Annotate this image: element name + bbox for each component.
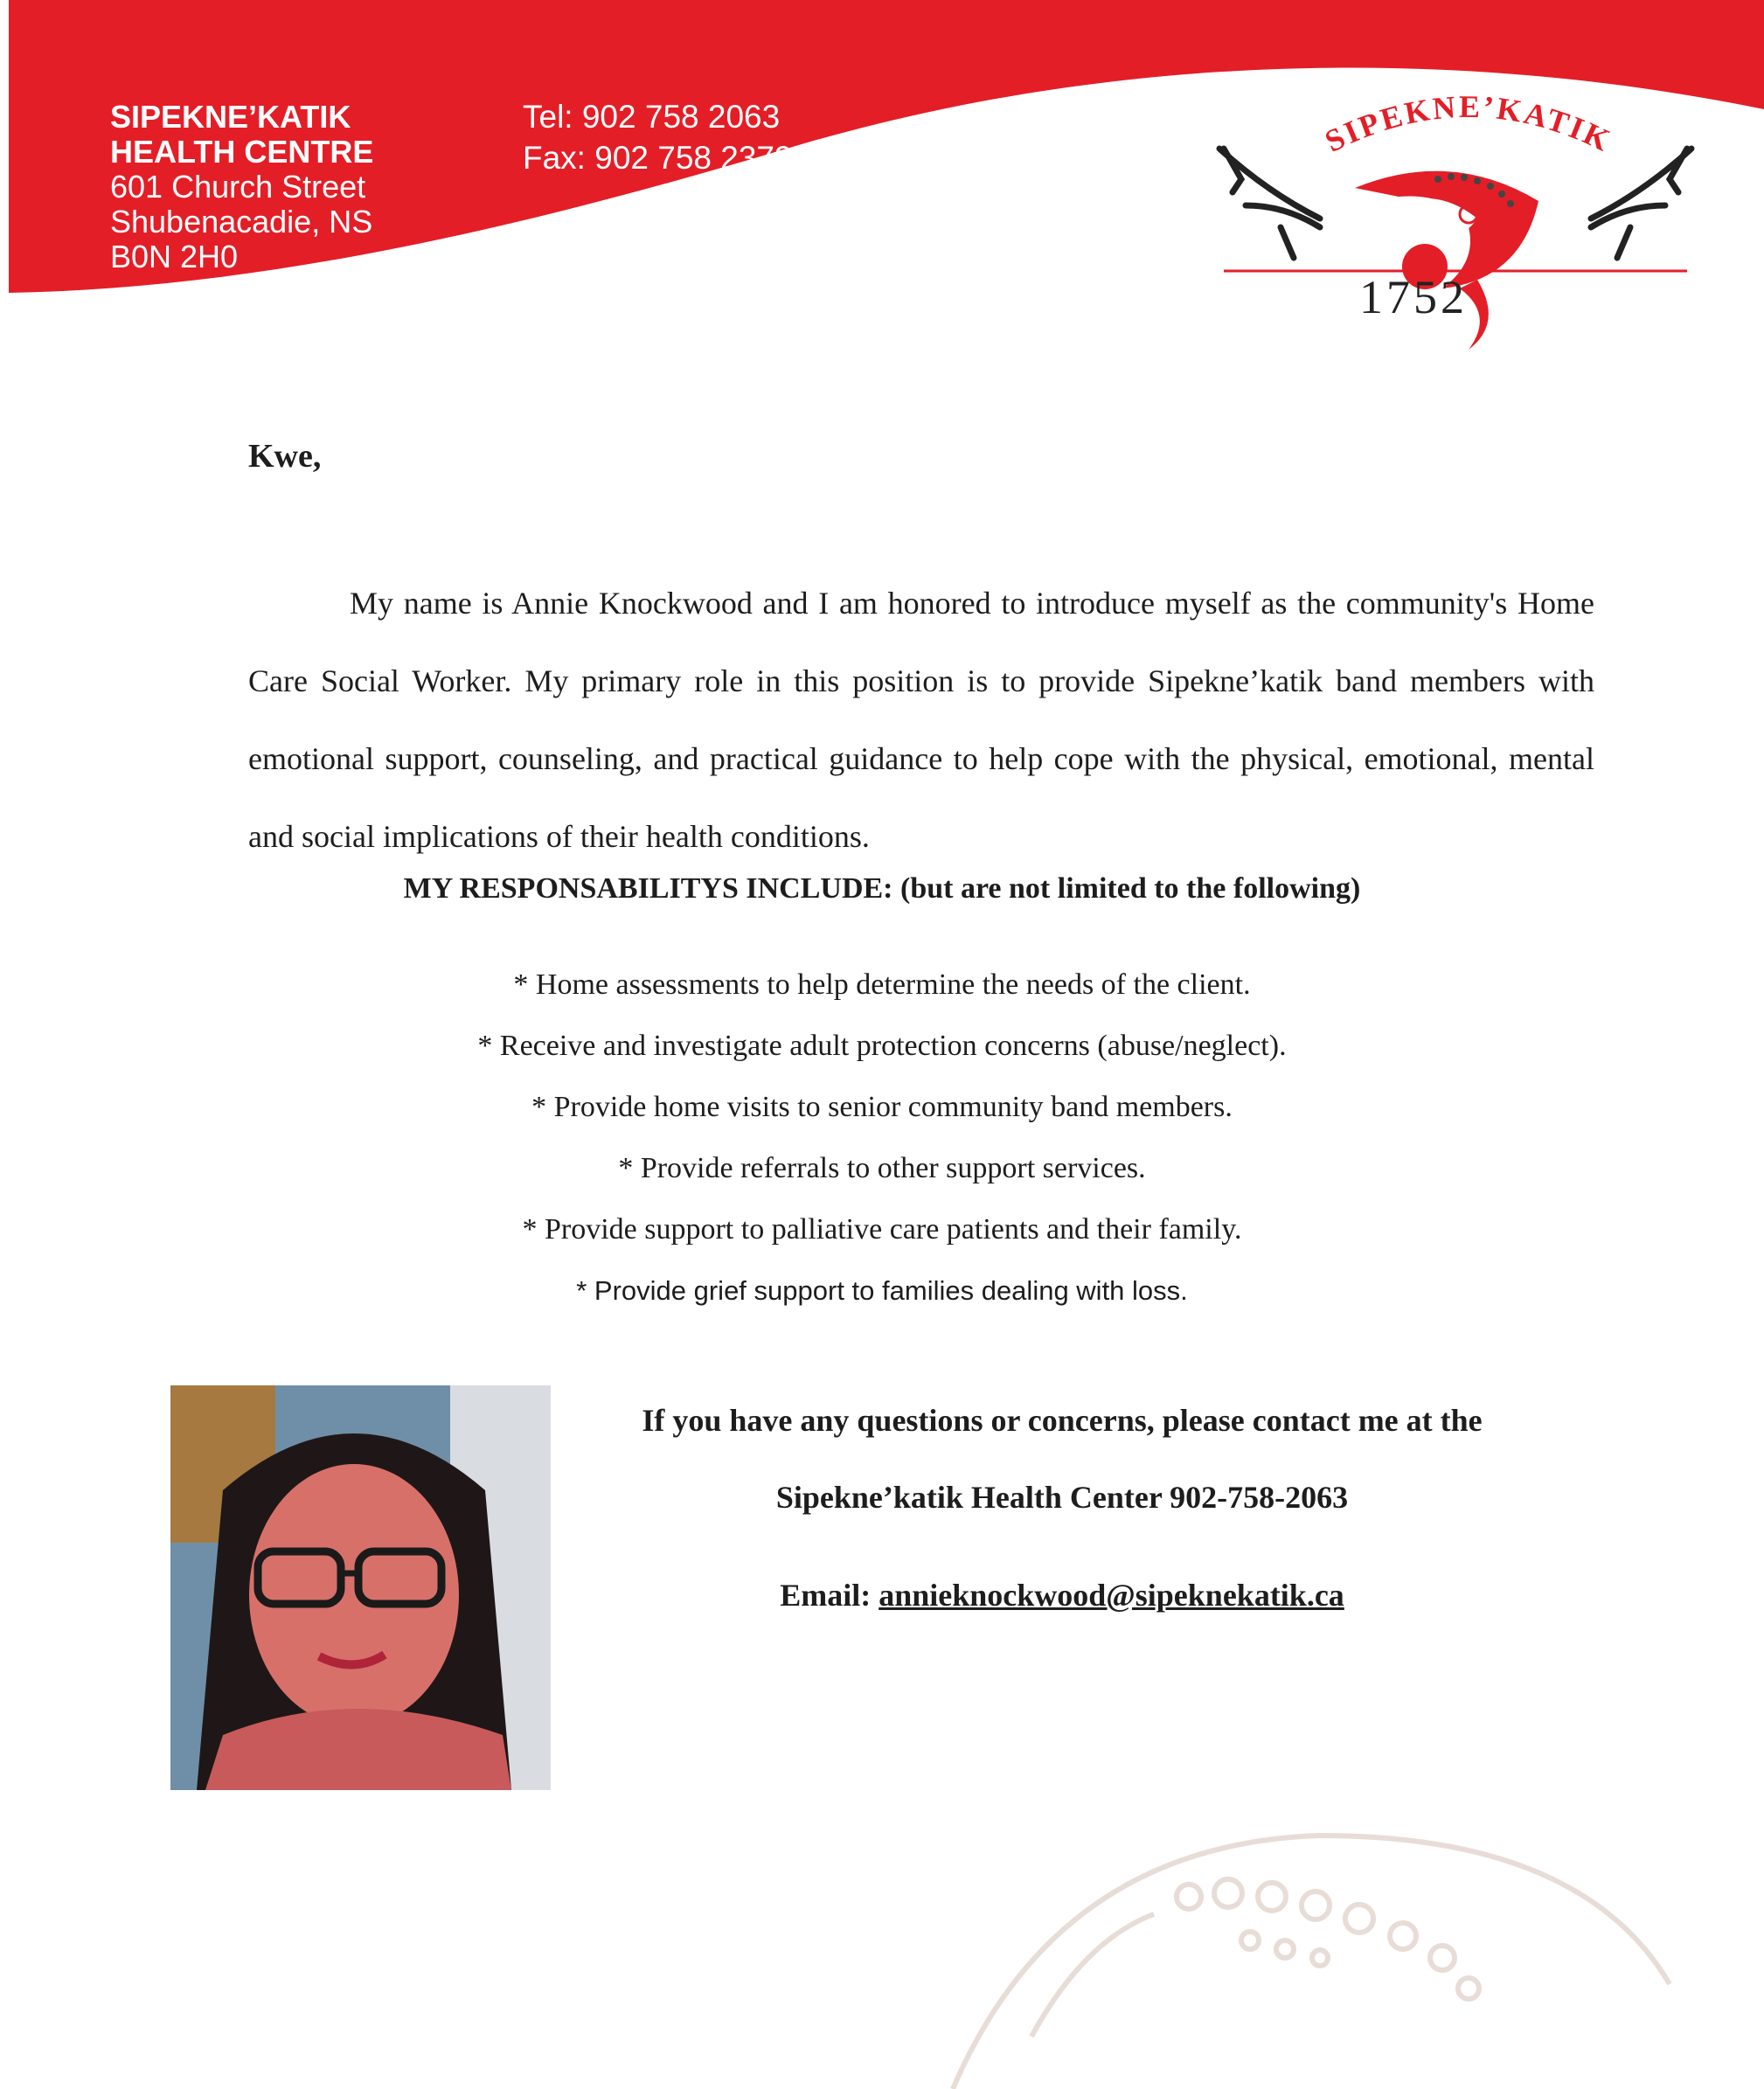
portrait-photo [170,1385,551,1790]
email-link[interactable]: annieknockwood@sipeknekatik.ca [879,1578,1344,1613]
emblem-watermark-icon [927,1809,1713,2089]
sipeknekatik-logo [1206,96,1705,367]
logo-year: 1752 [1359,271,1468,323]
svg-text:SIPEKNE’KATIK [1320,96,1618,159]
responsibilities-list [0,961,1764,1329]
responsibilities-heading: MY RESPONSABILITYS INCLUDE: (but are not limited to the following) [403,872,1361,905]
intro-paragraph: My name is Annie Knockwood and I am honored to introduce myself as the community's Home Care Social Worker. My primary role in this position is to provide Sipekne’katik band members with emotional support, counseling, and practical guidance to help cope with the physical, emotional, mental and social implications of their health conditions. [248,586,1594,854]
phone-block [523,96,793,178]
fax-number: Fax: 902 758 2379 [523,140,793,176]
list-item: * Provide support to palliative care patients and their family. [522,1213,1242,1246]
contact-line-2: Sipekne’katik Health Center 902-758-2063 [775,1480,1349,1515]
list-item: * Provide home visits to senior community band members. [531,1091,1233,1123]
right-wing-icon [1591,149,1691,258]
left-wing-icon [1219,149,1320,258]
postal-code: B0N 2H0 [110,239,239,274]
list-item: * Home assessments to help determine the needs of the client. [513,968,1251,1001]
greeting: Kwe, [248,438,322,475]
city-address: Shubenacadie, NS [110,204,373,239]
logo-title: SIPEKNE’KATIK [1319,96,1618,159]
org-name-line-2: HEALTH CENTRE [110,134,374,170]
email-label: Email: [780,1578,872,1613]
list-item: * Provide referrals to other support services. [618,1152,1146,1184]
list-item: * Receive and investigate adult protection concerns (abuse/neglect). [477,1030,1287,1062]
list-item: * Provide grief support to families dealing with loss. [576,1275,1188,1306]
tel-number: Tel: 902 758 2063 [523,99,781,135]
contact-section [577,1394,1547,1646]
street-address: 601 Church Street [110,169,366,205]
org-name-line-1: SIPEKNE’KATIK [110,99,351,135]
address-block [110,100,373,274]
contact-line-1: If you have any questions or concerns, please contact me at the [642,1403,1483,1438]
